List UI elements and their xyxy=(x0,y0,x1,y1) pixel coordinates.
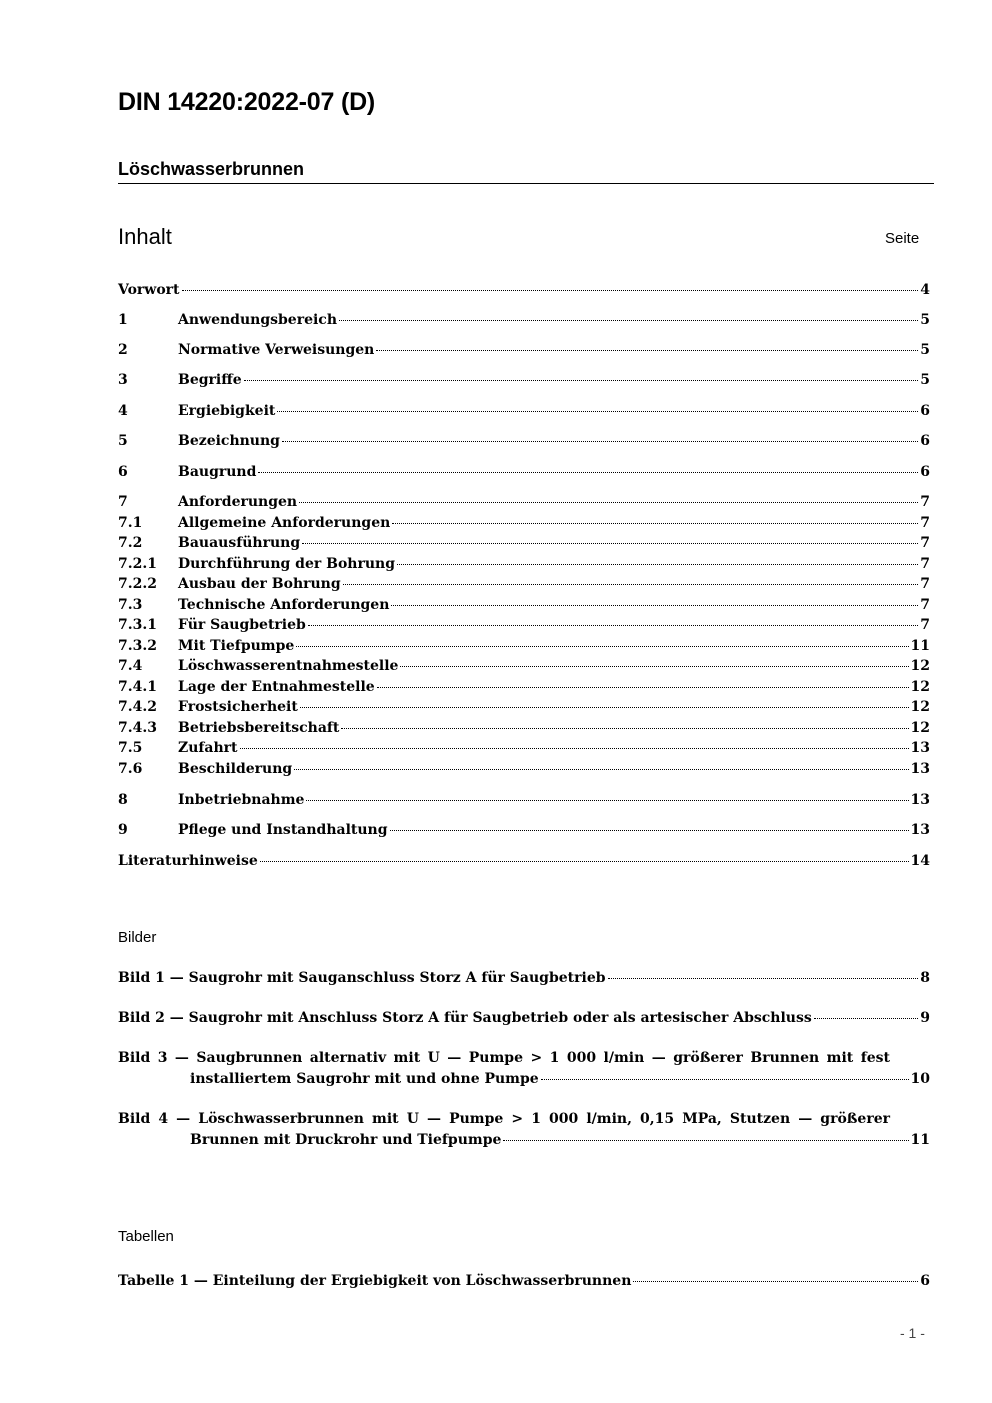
toc-entry-label: Literaturhinweise xyxy=(118,853,258,869)
toc-entry-7-3-2[interactable] xyxy=(118,636,930,656)
figure-entry-label-cont: installiertem Saugrohr mit und ohne Pumpe xyxy=(190,1071,539,1087)
toc-entry-7-2-1[interactable] xyxy=(118,554,930,574)
toc-entry-7-1[interactable] xyxy=(118,513,930,533)
toc-entry-number: 8 xyxy=(118,792,128,808)
toc-entry-7-5[interactable] xyxy=(118,738,930,758)
leader-dots xyxy=(260,859,909,862)
toc-entry-number: 9 xyxy=(118,822,128,838)
toc-entry-label: Anforderungen xyxy=(178,494,298,510)
toc-entry-7-2-2[interactable] xyxy=(118,574,930,594)
toc-entry-label: Bezeichnung xyxy=(178,433,280,449)
toc-entry-number: 7.2.1 xyxy=(118,556,157,572)
toc-entry-label: Pflege und Instandhaltung xyxy=(178,822,388,838)
toc-entry-page: 7 xyxy=(920,515,930,531)
toc-entry-page: 4 xyxy=(920,282,930,298)
leader-dots xyxy=(182,288,919,291)
toc-entry-label: Frostsicherheit xyxy=(178,699,298,715)
toc-entry-number: 7.4.1 xyxy=(118,679,157,695)
page-number: - 1 - xyxy=(900,1325,925,1341)
toc-entry-number: 4 xyxy=(118,403,128,419)
toc-entry-number: 7.3.1 xyxy=(118,617,157,633)
toc-entry-number: 7.6 xyxy=(118,761,143,777)
toc-entry-1[interactable] xyxy=(118,310,930,330)
toc-entry-label: Für Saugbetrieb xyxy=(178,617,306,633)
document-title: DIN 14220:2022-07 (D) xyxy=(118,88,376,116)
toc-entry-number: 7.2.2 xyxy=(118,576,157,592)
leader-dots xyxy=(343,582,919,585)
toc-entry-page: 12 xyxy=(910,699,930,715)
toc-entry-7[interactable] xyxy=(118,492,930,512)
toc-entry-7-4-3[interactable] xyxy=(118,718,930,738)
leader-dots xyxy=(306,798,908,801)
toc-entry-4[interactable] xyxy=(118,401,930,421)
leader-dots xyxy=(341,726,908,729)
leader-dots xyxy=(277,409,918,412)
toc-entry-label: Durchführung der Bohrung xyxy=(178,556,395,572)
toc-entry-label: Technische Anforderungen xyxy=(178,597,390,613)
toc-heading: Inhalt xyxy=(118,224,172,249)
figure-entry-1[interactable] xyxy=(118,968,930,988)
toc-entry-label: Allgemeine Anforderungen xyxy=(178,515,391,531)
leader-dots xyxy=(391,603,918,606)
leader-dots xyxy=(376,348,918,351)
toc-entry-label: Anwendungsbereich xyxy=(178,312,337,328)
leader-dots xyxy=(392,521,918,524)
toc-entry-number: 2 xyxy=(118,342,128,358)
figure-entry-label: Bild 2 — Saugrohr mit Anschluss Storz A für Saugbetrieb oder als artesischer Abschluss xyxy=(118,1010,812,1026)
toc-entry-page: 5 xyxy=(920,312,930,328)
toc-entry-2[interactable] xyxy=(118,340,930,360)
toc-entry-label: Mit Tiefpumpe xyxy=(178,638,295,654)
figure-entry-page: 9 xyxy=(920,1010,930,1026)
toc-entry-page: 12 xyxy=(910,658,930,674)
figure-entry-3-line2[interactable] xyxy=(190,1069,930,1089)
toc-entry-page: 7 xyxy=(920,617,930,633)
toc-entry-label: Baugrund xyxy=(178,464,257,480)
toc-entry-7-4[interactable] xyxy=(118,656,930,676)
toc-entry-page: 13 xyxy=(910,761,930,777)
toc-entry-label: Begriffe xyxy=(178,372,242,388)
toc-entry-page: 13 xyxy=(910,792,930,808)
toc-entry-label: Zufahrt xyxy=(178,740,238,756)
toc-entry-page: 14 xyxy=(910,853,930,869)
toc-entry-number: 7.3 xyxy=(118,597,143,613)
leader-dots xyxy=(296,644,908,647)
leader-dots xyxy=(299,500,918,503)
title-divider xyxy=(118,183,934,184)
toc-entry-number: 7 xyxy=(118,494,128,510)
toc-entry-label: Inbetriebnahme xyxy=(178,792,305,808)
toc-entry-label: Ergiebigkeit xyxy=(178,403,276,419)
tables-heading: Tabellen xyxy=(118,1228,174,1245)
leader-dots xyxy=(308,623,918,626)
toc-entry-label: Betriebsbereitschaft xyxy=(178,720,340,736)
figure-entry-page: 11 xyxy=(910,1132,930,1148)
toc-entry-page: 11 xyxy=(910,638,930,654)
toc-entry-7-3[interactable] xyxy=(118,595,930,615)
toc-entry-number: 5 xyxy=(118,433,128,449)
toc-entry-label: Löschwasserentnahmestelle xyxy=(178,658,399,674)
toc-entry-label: Ausbau der Bohrung xyxy=(178,576,341,592)
toc-entry-page: 6 xyxy=(920,464,930,480)
leader-dots xyxy=(282,439,918,442)
figure-entry-4-line2[interactable] xyxy=(190,1130,930,1150)
toc-entry-page: 7 xyxy=(920,597,930,613)
table-entry-1[interactable] xyxy=(118,1271,930,1291)
leader-dots xyxy=(240,746,909,749)
toc-entry-page: 7 xyxy=(920,494,930,510)
figure-entry-label-cont: Brunnen mit Druckrohr und Tiefpumpe xyxy=(190,1132,502,1148)
subject-title: Löschwasserbrunnen xyxy=(118,159,305,179)
leader-dots xyxy=(244,378,919,381)
toc-entry-number: 7.4.3 xyxy=(118,720,157,736)
toc-entry-page: 6 xyxy=(920,433,930,449)
toc-entry-7-4-1[interactable] xyxy=(118,677,930,697)
leader-dots xyxy=(503,1138,908,1141)
table-entry-label: Tabelle 1 — Einteilung der Ergiebigkeit von Löschwasserbrunnen xyxy=(118,1273,632,1289)
figures-heading: Bilder xyxy=(118,929,157,946)
toc-entry-7-4-2[interactable] xyxy=(118,697,930,717)
toc-entry-number: 7.4.2 xyxy=(118,699,157,715)
toc-entry-8[interactable] xyxy=(118,790,930,810)
toc-entry-number: 3 xyxy=(118,372,128,388)
figure-entry-2[interactable] xyxy=(118,1008,930,1028)
toc-entry-number: 6 xyxy=(118,464,128,480)
toc-entry-label: Lage der Entnahmestelle xyxy=(178,679,375,695)
toc-entry-number: 7.1 xyxy=(118,515,143,531)
toc-entry-6[interactable] xyxy=(118,462,930,482)
leader-dots xyxy=(302,541,918,544)
toc-entry-number: 7.2 xyxy=(118,535,143,551)
leader-dots xyxy=(814,1016,919,1019)
toc-entry-page: 12 xyxy=(910,679,930,695)
toc-entry-9[interactable] xyxy=(118,820,930,840)
toc-entry-label: Normative Verweisungen xyxy=(178,342,375,358)
leader-dots xyxy=(390,828,909,831)
toc-entry-number: 7.4 xyxy=(118,658,143,674)
toc-entry-page: 7 xyxy=(920,535,930,551)
figure-entry-page: 10 xyxy=(910,1071,930,1087)
toc-entry-number: 1 xyxy=(118,312,128,328)
figure-entry-page: 8 xyxy=(920,970,930,986)
toc-entry-page: 13 xyxy=(910,740,930,756)
toc-entry-label: Beschilderung xyxy=(178,761,293,777)
toc-entry-page: 5 xyxy=(920,342,930,358)
figure-entry-label: Bild 1 — Saugrohr mit Sauganschluss Storz A für Saugbetrieb xyxy=(118,970,606,986)
figure-entry-3-line1[interactable]: Bild 3 — Saugbrunnen alternativ mit U — Pumpe > 1 000 l/min — größerer Brunnen mit fest xyxy=(118,1050,890,1066)
leader-dots xyxy=(608,976,919,979)
leader-dots xyxy=(339,318,918,321)
leader-dots xyxy=(300,705,909,708)
toc-entry-literaturhinweise[interactable] xyxy=(118,851,930,871)
leader-dots xyxy=(294,767,908,770)
toc-entry-page: 7 xyxy=(920,576,930,592)
toc-entry-page: 7 xyxy=(920,556,930,572)
toc-entry-page: 13 xyxy=(910,822,930,838)
toc-entry-label: Bauausführung xyxy=(178,535,301,551)
leader-dots xyxy=(541,1077,909,1080)
leader-dots xyxy=(258,470,918,473)
toc-entry-page: 12 xyxy=(910,720,930,736)
toc-entry-page: 5 xyxy=(920,372,930,388)
leader-dots xyxy=(377,685,909,688)
leader-dots xyxy=(400,664,908,667)
toc-entry-page: 6 xyxy=(920,403,930,419)
toc-entry-5[interactable] xyxy=(118,431,930,451)
toc-entry-number: 7.3.2 xyxy=(118,638,157,654)
figure-entry-4-line1[interactable]: Bild 4 — Löschwasserbrunnen mit U — Pumpe > 1 000 l/min, 0,15 MPa, Stutzen — größerer xyxy=(118,1111,890,1127)
toc-entry-3[interactable] xyxy=(118,370,930,390)
leader-dots xyxy=(397,562,918,565)
table-entry-page: 6 xyxy=(920,1273,930,1289)
toc-entry-7-3-1[interactable] xyxy=(118,615,930,635)
toc-entry-label: Vorwort xyxy=(118,282,180,298)
leader-dots xyxy=(633,1279,918,1282)
page-column-label: Seite xyxy=(885,230,920,247)
toc-entry-7-6[interactable] xyxy=(118,759,930,779)
toc-entry-7-2[interactable] xyxy=(118,533,930,553)
toc-entry-vorwort[interactable] xyxy=(118,280,930,300)
toc-entry-number: 7.5 xyxy=(118,740,143,756)
